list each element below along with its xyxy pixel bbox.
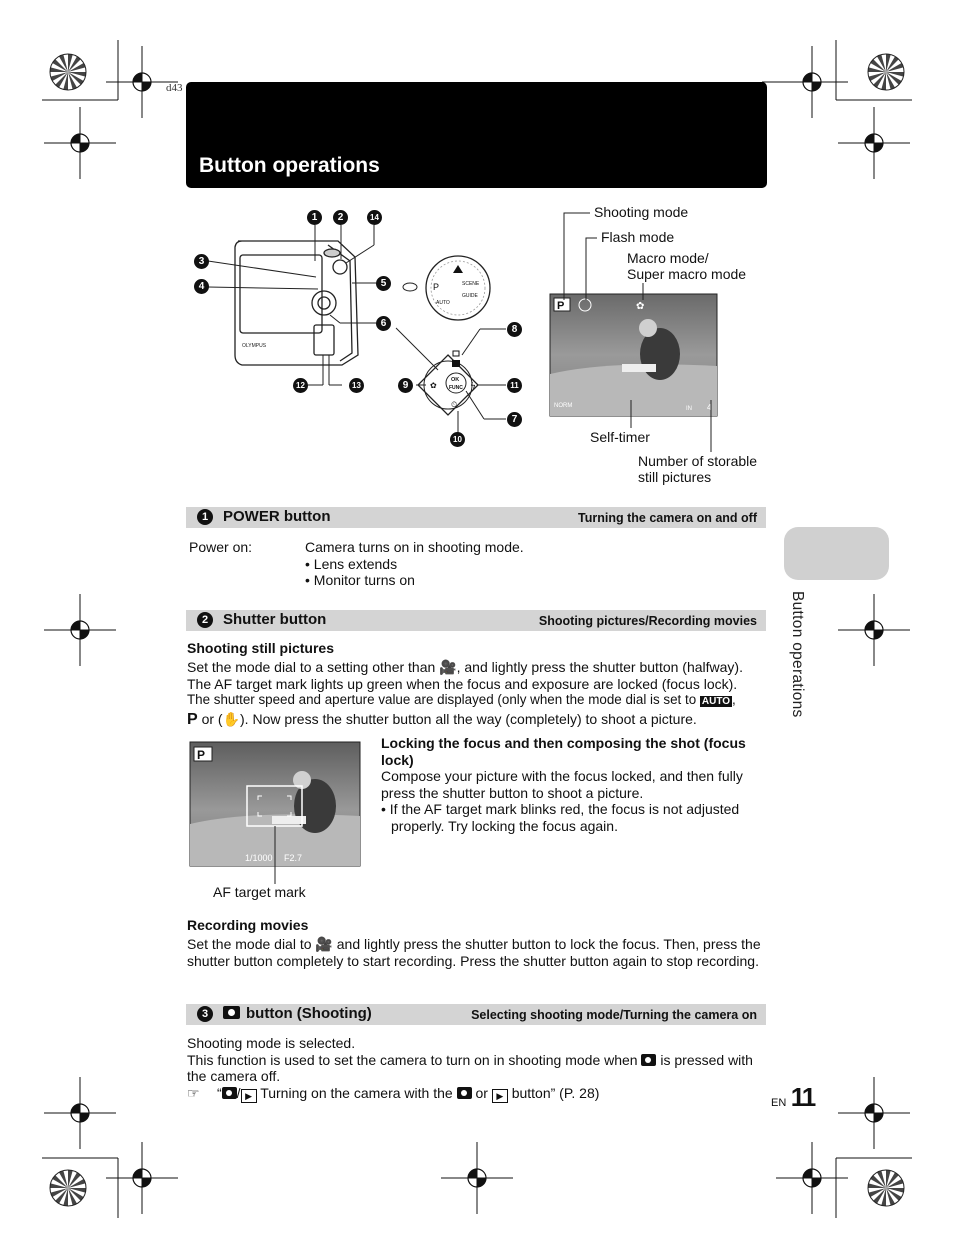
- label-self-timer: Self-timer: [590, 429, 650, 445]
- section-title: POWER button: [223, 508, 331, 525]
- focus-lock-bullet: • If the AF target mark blinks red, the focus is not adjusted properly. Try locking the focus again.: [381, 801, 740, 834]
- shutter-speed: 1/1000: [245, 853, 273, 863]
- list-item: • Monitor turns on: [305, 572, 415, 588]
- page-number: [771, 1082, 814, 1113]
- power-on-description: [305, 539, 524, 589]
- section-subtitle: Selecting shooting mode/Turning the camera on: [471, 1008, 757, 1022]
- auto-icon: AUTO: [701, 696, 731, 707]
- callout-3: 3: [194, 254, 209, 269]
- page-number-value: 11: [790, 1082, 815, 1112]
- callout-13: 13: [349, 378, 364, 393]
- func-label: FUNC: [449, 385, 463, 391]
- callout-12: 12: [293, 378, 308, 393]
- movie-heading: Recording movies: [187, 917, 309, 933]
- playback-icon: ▶: [492, 1089, 508, 1103]
- page-title: Button operations: [199, 154, 380, 177]
- power-on-term: Power on:: [189, 539, 253, 555]
- ok-label: OK: [451, 377, 460, 383]
- p-mode-icon: P: [187, 710, 198, 728]
- svg-text:ϟ: ϟ: [470, 382, 476, 392]
- section-number: 1: [197, 509, 213, 525]
- side-tab: [784, 527, 889, 580]
- screen-in: IN: [686, 406, 692, 412]
- section-subtitle: Turning the camera on and off: [578, 511, 757, 525]
- dial-guide-label: GUIDE: [462, 293, 478, 299]
- focus-lock-text: Compose your picture with the focus locked, and then fully press the shutter button to shoot a picture.: [381, 768, 743, 801]
- section-title: button (Shooting): [223, 1005, 372, 1022]
- dial-scene-label: SCENE: [462, 281, 480, 287]
- camera-icon: [223, 1006, 240, 1019]
- callout-10: 10: [450, 432, 465, 447]
- label-storable-1: Number of storable: [638, 453, 758, 469]
- section-number: 3: [197, 1006, 213, 1022]
- camera-icon: [641, 1054, 656, 1066]
- callout-2: 2: [333, 210, 348, 225]
- power-on-text: Camera turns on in shooting mode.: [305, 539, 524, 555]
- callout-7: 7: [507, 412, 522, 427]
- dial-auto-label: AUTO: [436, 300, 450, 306]
- focus-lock-heading: Locking the focus and then composing the shot (focus lock): [381, 735, 746, 768]
- power-on-bullets: [305, 556, 524, 589]
- photo-mode-p: P: [197, 748, 206, 762]
- label-shooting-mode: Shooting mode: [594, 204, 689, 220]
- callout-6: 6: [376, 316, 391, 331]
- label-macro-mode-2: Super macro mode: [627, 266, 747, 282]
- camera-icon: [222, 1087, 237, 1099]
- callout-4: 4: [194, 279, 209, 294]
- aperture-value: F2.7: [284, 853, 303, 863]
- shooting-paragraph: Shooting mode is selected. This function is used to set the camera to turn on in shooting mode when is pressed with the camera off. ☞ “ / ▶ Turning on the camera with the or ▶ button” (P. 28): [187, 1035, 753, 1101]
- playback-icon: ▶: [241, 1089, 257, 1103]
- svg-text:✿: ✿: [636, 301, 645, 312]
- reference-icon: ☞: [187, 1084, 200, 1101]
- callout-11: 11: [507, 378, 522, 393]
- callout-14: 14: [367, 210, 382, 225]
- language-code: EN: [771, 1097, 787, 1109]
- callout-9: 9: [398, 378, 413, 393]
- screen-norm: NORM: [554, 403, 573, 409]
- stabilizer-icon: ✋: [222, 710, 241, 727]
- svg-text:OLYMPUS: OLYMPUS: [242, 343, 267, 349]
- section-bar-shooting: [186, 1004, 766, 1025]
- side-tab-label: Button operations: [789, 591, 806, 718]
- section-subtitle: Shooting pictures/Recording movies: [538, 614, 757, 628]
- movie-paragraph: Set the mode dial to 🎥 and lightly press the shutter button to lock the focus. Then, press the shutter button completely to start recording. Press the shutter button again to stop recording.: [187, 936, 761, 969]
- movie-icon: 🎥: [315, 936, 333, 952]
- af-photo-illustration: [190, 742, 362, 868]
- label-storable-2: still pictures: [638, 469, 712, 485]
- svg-text:⏲: ⏲: [451, 400, 458, 409]
- still-paragraph: Set the mode dial to a setting other than 🎥, and lightly press the shutter button (halfway). The AF target mark lights up green when the focus and exposure are locked (focus lock). The shutter speed and aperture value are displayed (only when the mode dial is set to AUTO , P or (✋). Now press the shutter button all the way (completely) to shoot a picture.: [187, 659, 743, 728]
- list-item: • Lens extends: [305, 555, 398, 572]
- callout-8: 8: [507, 322, 522, 337]
- callout-5: 5: [376, 276, 391, 291]
- screen-mode-p: P: [557, 300, 565, 312]
- dial-p-label: P: [433, 282, 440, 292]
- camera-icon: [457, 1087, 472, 1099]
- still-heading: Shooting still pictures: [187, 640, 335, 656]
- file-id: d43: [166, 82, 183, 94]
- section-bar-shutter: [186, 610, 766, 631]
- svg-text:✿: ✿: [430, 381, 437, 390]
- focus-lock-block: [381, 735, 766, 834]
- movie-icon: 🎥: [439, 659, 457, 675]
- screen-count: 4: [707, 403, 712, 412]
- section-bar-power: [186, 507, 766, 528]
- section-number: 2: [197, 612, 213, 628]
- callout-1: 1: [307, 210, 322, 225]
- label-flash-mode: Flash mode: [601, 229, 675, 245]
- af-target-label: AF target mark: [213, 884, 306, 900]
- section-title: Shutter button: [223, 611, 327, 628]
- label-macro-mode-1: Macro mode/: [627, 250, 709, 266]
